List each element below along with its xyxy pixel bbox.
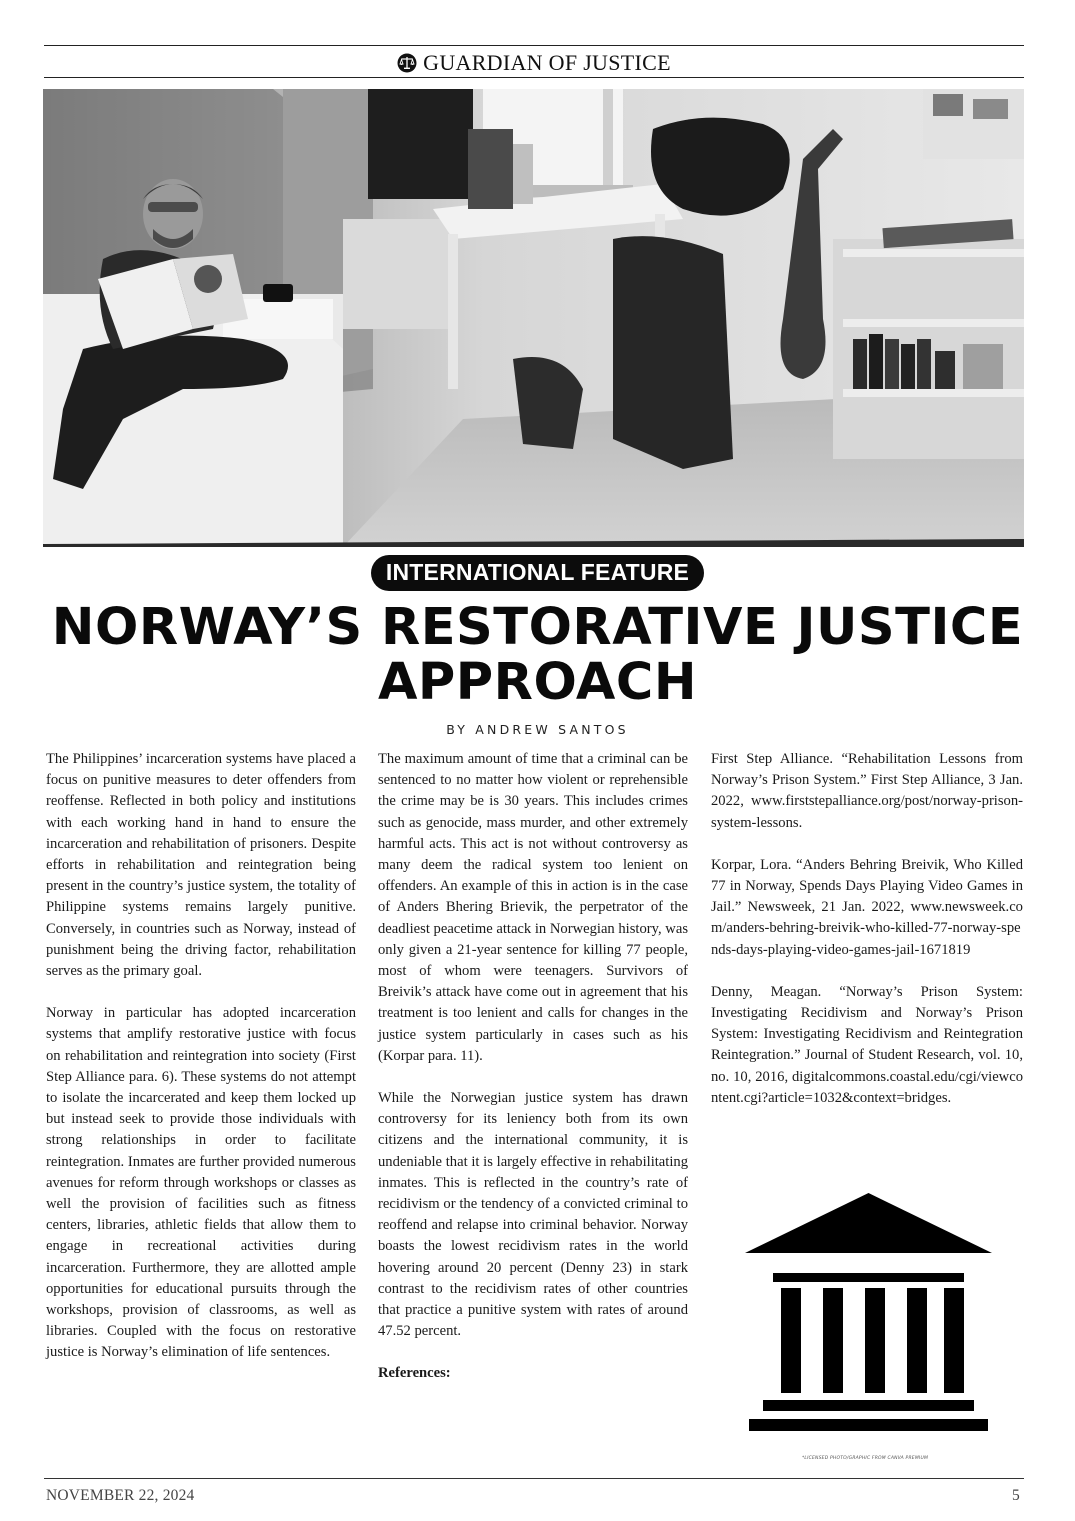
article-paragraph: The maximum amount of time that a criminal can be sentenced to no matter how violent or reprehensible the crime may be is 30 years. This includes crimes such as genocide, mass murder, and other extremely harmful acts. This act is not without controversy as many deem the radical system too lenient on offenders. An example of this in action is in the case of Anders Bhering Brievik, the perpetrator of the deadliest peacetime attack in Norwegian history, was only given a 21-year sentence for killing 77 people, most of whom were teenagers. Survivors of Breivik’s attack have come out in agreement that his treatment is too lenient and calls for changes in the justice system particularly in cases such as his (Korpar para. 11). (378, 751, 688, 1064)
article-headline: NORWAY’S RESTORATIVE JUSTICE APPROACH (51, 598, 1024, 712)
article-column-2 (378, 749, 688, 1406)
graphic-credit: *LICENSED PHOTO/GRAPHIC FROM CANVA PREMIUM (801, 1456, 929, 1461)
section-kicker: INTERNATIONAL FEATURE (371, 555, 704, 591)
prison-cell-photo (43, 89, 1024, 547)
reference-url: www.firststepalliance.org/post/norway-prison-system-lessons. (711, 793, 1023, 831)
masthead-bottom-rule (44, 77, 1024, 78)
courthouse-columns-icon (745, 1193, 992, 1433)
section-kicker-wrap (0, 555, 1075, 591)
reference-item (711, 855, 1023, 961)
footer-rule (44, 1478, 1024, 1479)
reference-text: Denny, Meagan. “Norway’s Prison System: Investigating Recidivism and Norway’s Prison System: Investigating Recidivism and Reintegration Reintegration.” Journal of Student Research, vol. 10, no. 10, 2016, (711, 983, 1023, 1085)
article-paragraph: While the Norwegian justice system has drawn controversy for its leniency both from its own citizens and the international community, it is undeniable that it is largely effective in rehabilitating inmates. This is reflected in the country’s rate of recidivism or the tendency of a convicted criminal to reoffend and relapse into criminal behavior. Norway boasts the lowest recidivism rates in the world hovering around 20 percent (Denny 23) in stark contrast to the recidivism rates of other countries that practice a punitive system with rates of around 47.52 percent. (378, 1090, 688, 1340)
article-byline: BY ANDREW SANTOS (446, 722, 629, 737)
references-heading: References: (378, 1365, 451, 1382)
masthead-title: GUARDIAN OF JUSTICE (423, 50, 671, 75)
reference-text: Korpar, Lora. “Anders Behring Breivik, Who Killed 77 in Norway, Spends Days Playing Video Games in Jail.” Newsweek, 21 Jan. 2022, (711, 856, 1023, 916)
scales-of-justice-icon (397, 53, 417, 73)
masthead (44, 49, 1024, 77)
reference-item (711, 982, 1023, 1109)
reference-url: digitalcommons.coastal.edu/cgi/viewcontent.cgi?article=1032&context=bridges. (711, 1068, 1023, 1106)
footer-date: NOVEMBER 22, 2024 (46, 1487, 195, 1504)
reference-url: www.newsweek.com/anders-behring-breivik-who-killed-77-norway-spends-days-playing-video-games-jail-1671819 (711, 899, 1023, 958)
article-column-1 (46, 749, 356, 1385)
masthead-top-rule (44, 45, 1024, 46)
page-number: 5 (1012, 1487, 1020, 1504)
article-column-3 (711, 749, 1023, 1130)
reference-item (711, 749, 1023, 834)
feature-photo (43, 89, 1024, 547)
article-paragraph: Norway in particular has adopted incarceration systems that amplify restorative justice with focus on rehabilitation and reintegration into society (First Step Alliance para. 6). These systems do not attempt to isolate the incarcerated and keep them locked up but instead seek to provide those individuals with strong relationships in order to facilitate reintegration. Inmates are further provided numerous avenues for reform through workshops or classes as well the provision of facilities such as fitness centers, libraries, athletic fields that allow them to engage in recreational activities during incarceration. Furthermore, they are allotted ample opportunities for educational pursuits through the workshops, provision of classrooms, as well as libraries. Coupled with the focus on restorative justice is Norway’s elimination of life sentences. (46, 1005, 356, 1361)
article-paragraph: The Philippines’ incarceration systems have placed a focus on punitive measures to deter offenders from reoffense. Reflected in both policy and institutions with each working hand in hand to ensure the incarceration and rehabilitation of prisoners. Despite efforts in rehabilitation and reintegration being present in the country’s justice system, the totality of Philippine systems remains largely punitive. Conversely, in countries such as Norway, instead of punishment being the driving factor, rehabilitation serves as the primary goal. (46, 751, 356, 980)
reference-text: First Step Alliance. “Rehabilitation Lessons from Norway’s Prison System.” First Step Alliance, 3 Jan. 2022, (711, 751, 1023, 810)
